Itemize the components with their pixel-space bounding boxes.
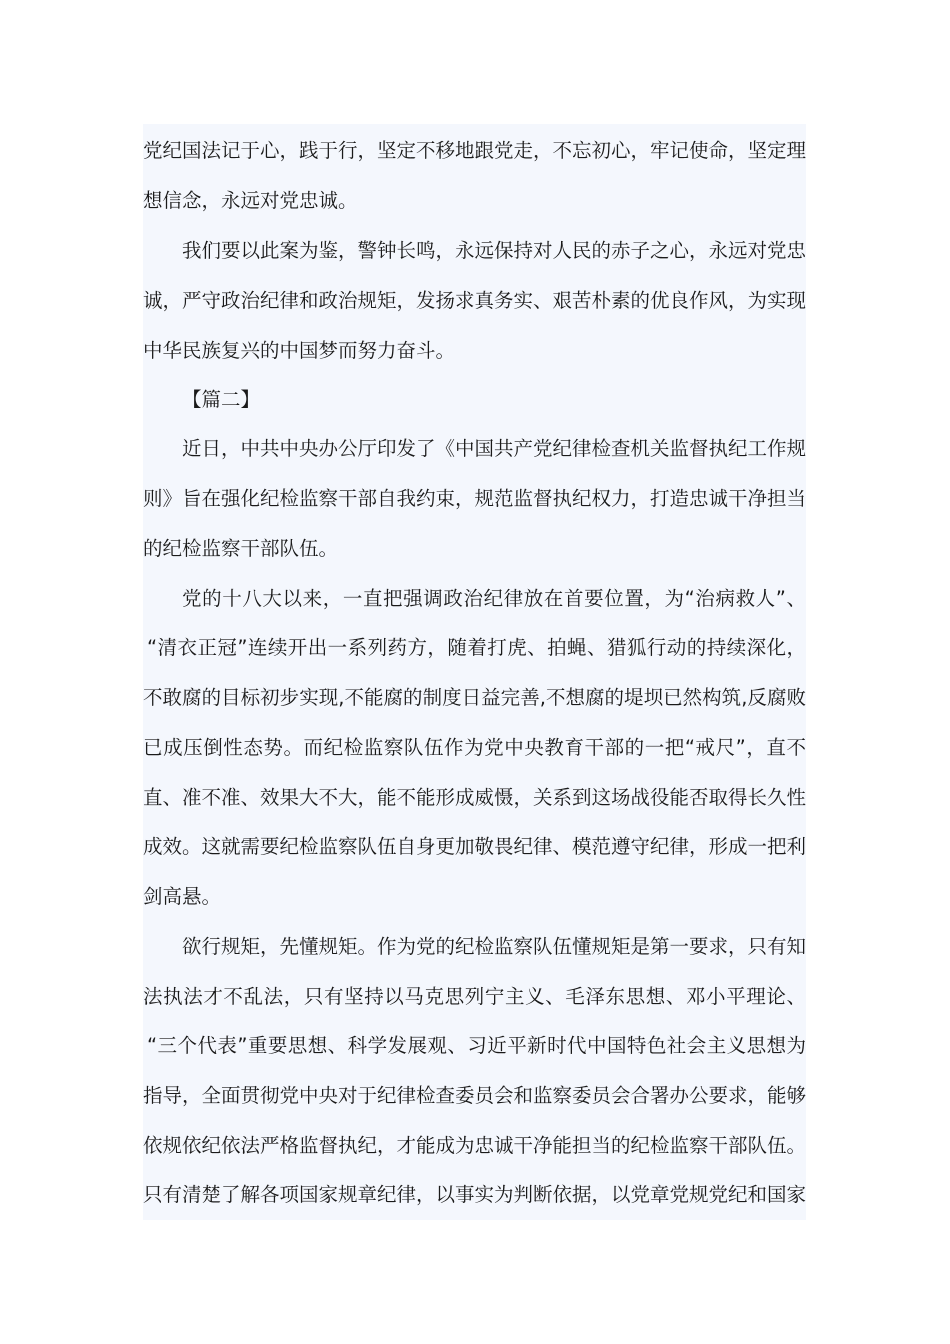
text-line-12: 不敢腐的目标初步实现,不能腐的制度日益完善,不想腐的堤坝已然构筑,反腐败 [143,686,806,709]
section-heading: 【篇二】 [182,388,261,411]
text-line-7: 近日，中共中央办公厅印发了《中国共产党纪律检查机关监督执纪工作规 [182,437,806,460]
text-line-8: 则》旨在强化纪检监察干部自我约束，规范监督执纪权力，打造忠诚干净担当 [143,487,806,510]
text-line-19: “三个代表”重要思想、科学发展观、习近平新时代中国特色社会主义思想为 [147,1034,806,1057]
text-line-5: 中华民族复兴的中国梦而努力奋斗。 [143,339,456,362]
document-body [143,124,806,1220]
text-line-16: 剑高悬。 [143,885,222,908]
text-line-22: 只有清楚了解各项国家规章纪律，以事实为判断依据，以党章党规党纪和国家 [143,1183,806,1206]
text-line-21: 依规依纪依法严格监督执纪，才能成为忠诚干净能担当的纪检监察干部队伍。 [143,1134,806,1157]
text-line-13: 已成压倒性态势。而纪检监察队伍作为党中央教育干部的一把“戒尺”，直不 [143,736,806,759]
text-line-11: “清衣正冠”连续开出一系列药方，随着打虎、拍蝇、猎狐行动的持续深化， [147,636,806,659]
text-line-20: 指导，全面贯彻党中央对于纪律检查委员会和监察委员会合署办公要求，能够 [143,1084,806,1107]
text-line-10: 党的十八大以来，一直把强调政治纪律放在首要位置，为“治病救人”、 [182,587,806,610]
text-line-9: 的纪检监察干部队伍。 [143,537,339,560]
text-line-2: 想信念，永远对党忠诚。 [143,189,358,212]
text-line-14: 直、准不准、效果大不大，能不能形成威慑，关系到这场战役能否取得长久性 [143,786,806,809]
text-line-3: 我们要以此案为鉴，警钟长鸣，永远保持对人民的赤子之心，永远对党忠 [182,239,806,262]
text-line-1: 党纪国法记于心，践于行，坚定不移地跟党走，不忘初心，牢记使命，坚定理 [143,139,806,162]
text-line-18: 法执法才不乱法，只有坚持以马克思列宁主义、毛泽东思想、邓小平理论、 [143,985,806,1008]
text-line-17: 欲行规矩，先懂规矩。作为党的纪检监察队伍懂规矩是第一要求，只有知 [182,935,806,958]
text-line-15: 成效。这就需要纪检监察队伍自身更加敬畏纪律、模范遵守纪律，形成一把利 [143,835,806,858]
text-line-4: 诚，严守政治纪律和政治规矩，发扬求真务实、艰苦朴素的优良作风，为实现 [143,289,806,312]
